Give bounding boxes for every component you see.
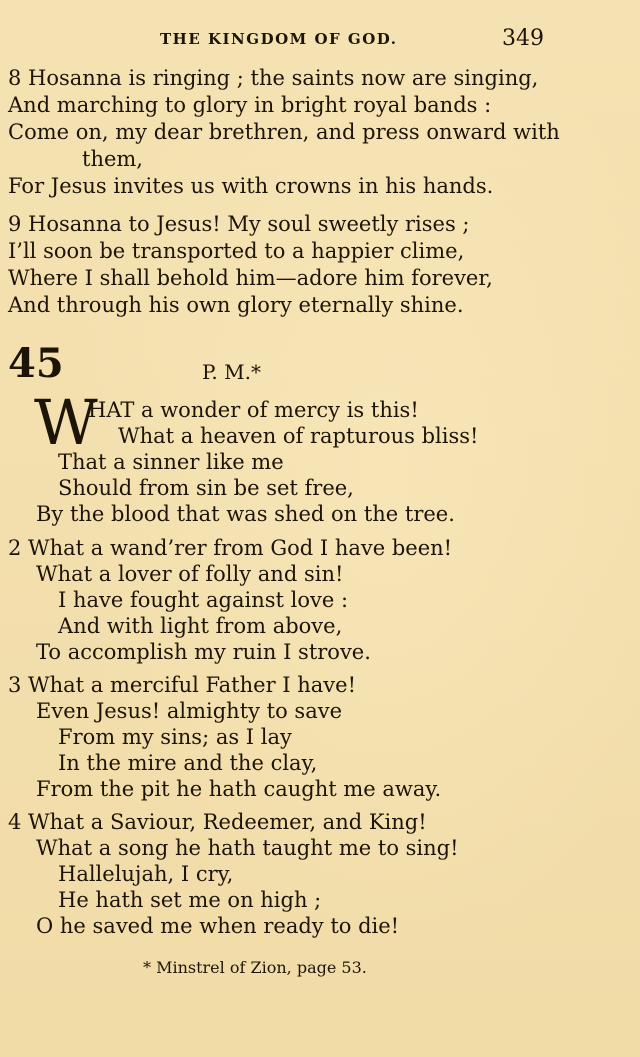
verse-line: Hallelujah, I cry, [58, 862, 234, 886]
verse-line: From the pit he hath caught me away. [36, 777, 442, 801]
verse-line: What a lover of folly and sin! [36, 562, 344, 586]
verse-line: I have fought against love : [58, 588, 349, 612]
verse-line: He hath set me on high ; [58, 888, 322, 912]
verse-line: From my sins; as I lay [58, 725, 292, 749]
footnote: * Minstrel of Zion, page 53. [143, 958, 367, 977]
verse-line: Even Jesus! almighty to save [36, 699, 343, 723]
verse-line: 4 What a Saviour, Redeemer, and King! [8, 810, 427, 834]
verse-line: And through his own glory eternally shine. [8, 293, 464, 317]
verse-line: And marching to glory in bright royal bands : [8, 93, 492, 117]
page-number: 349 [502, 26, 544, 51]
drop-cap: W [34, 386, 98, 459]
verse-line: 8 Hosanna is ringing ; the saints now are singing, [8, 66, 539, 90]
verse-line: O he saved me when ready to die! [36, 914, 400, 938]
verse-line: HAT a wonder of mercy is this! [88, 398, 419, 422]
verse-line: 3 What a merciful Father I have! [8, 673, 357, 697]
verse-line: 2 What a wand’rer from God I have been! [8, 536, 453, 560]
verse-line: Come on, my dear brethren, and press onward with [8, 120, 560, 144]
running-head: THE KINGDOM OF GOD. [160, 30, 398, 48]
verse-line: 9 Hosanna to Jesus! My soul sweetly rises ; [8, 212, 470, 236]
verse-line: Where I shall behold him—adore him forever, [8, 266, 493, 290]
verse-line: them, [82, 147, 143, 171]
verse-line: Should from sin be set free, [58, 476, 354, 500]
verse-line: What a song he hath taught me to sing! [36, 836, 459, 860]
hymn-meter: P. M.* [202, 360, 261, 384]
verse-line: For Jesus invites us with crowns in his hands. [8, 174, 494, 198]
verse-line: That a sinner like me [58, 450, 284, 474]
verse-line: What a heaven of rapturous bliss! [118, 424, 479, 448]
verse-line: To accomplish my ruin I strove. [36, 640, 371, 664]
verse-line: And with light from above, [58, 614, 343, 638]
hymn-number: 45 [8, 340, 64, 387]
verse-line: I’ll soon be transported to a happier clime, [8, 239, 465, 263]
page-header [0, 28, 640, 52]
verse-line: By the blood that was shed on the tree. [36, 502, 455, 526]
verse-line: In the mire and the clay, [58, 751, 318, 775]
